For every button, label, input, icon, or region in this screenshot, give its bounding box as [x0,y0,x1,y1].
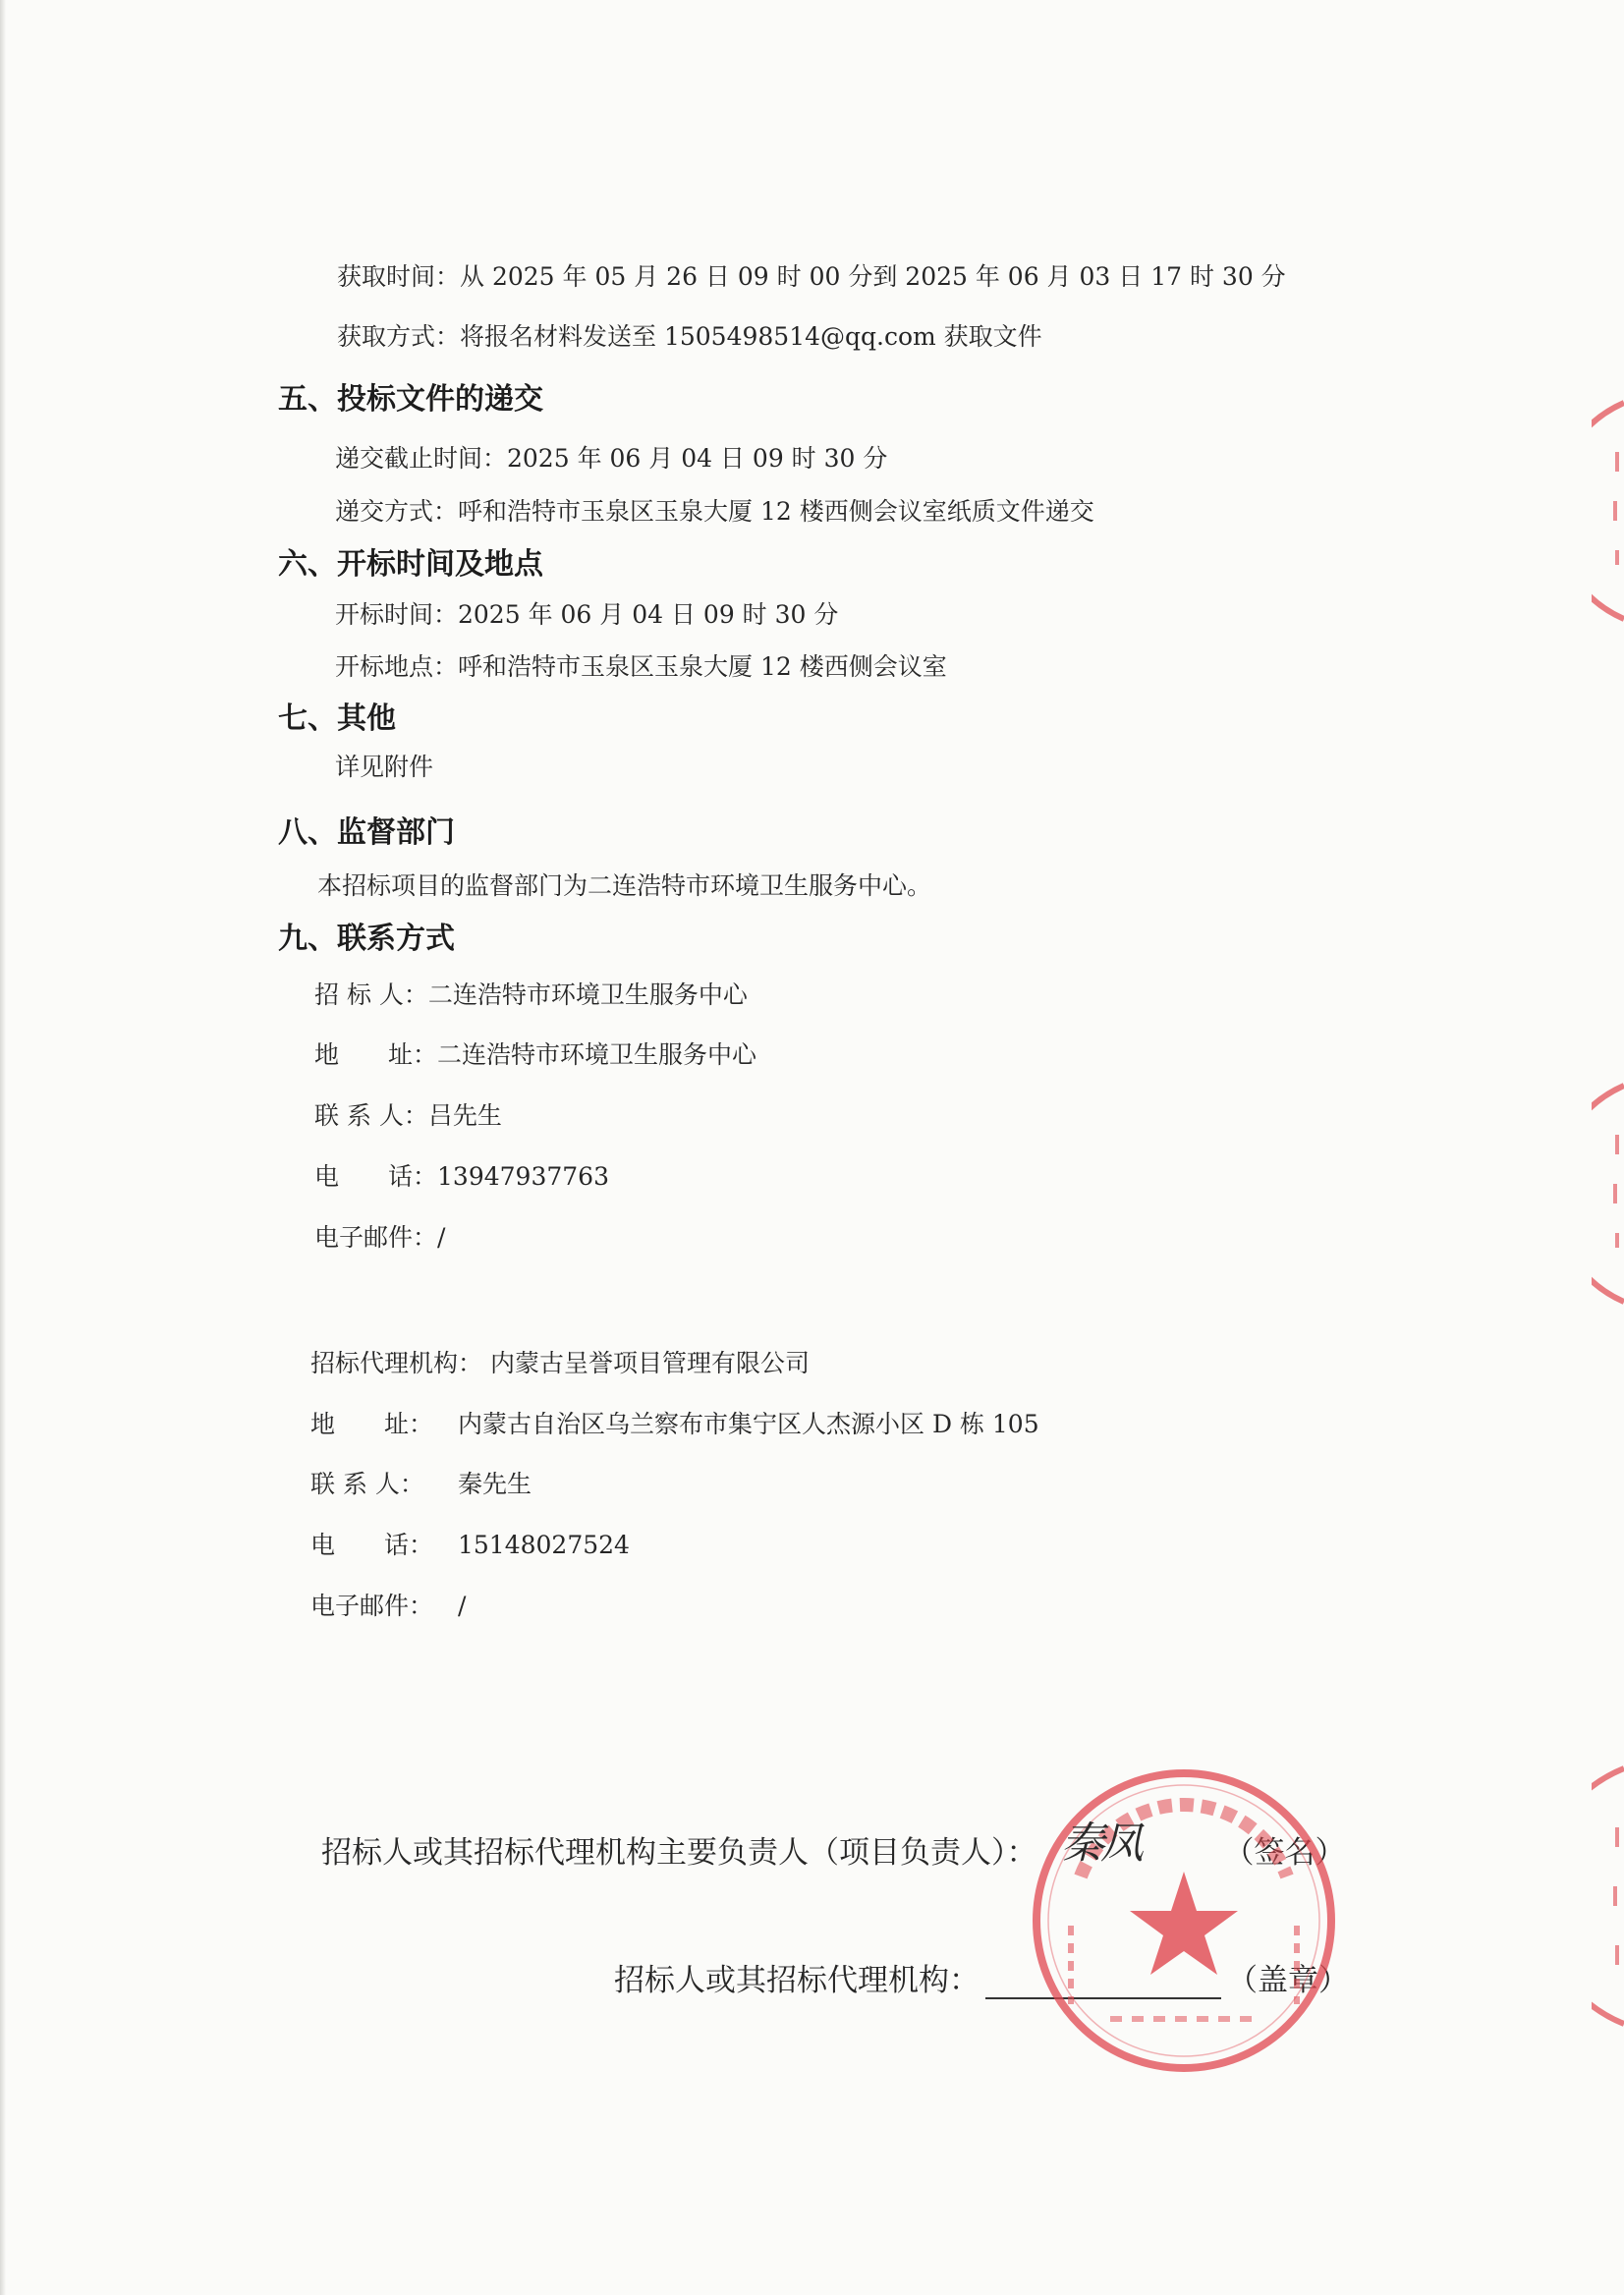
section-heading-opening: 六、开标时间及地点 [278,547,543,582]
contact-value: 13947937763 [437,1162,609,1191]
contact-value: / [458,1592,467,1620]
section-heading-supervision: 八、监督部门 [278,815,455,850]
contact-row [310,1587,466,1622]
section-heading-submission: 五、投标文件的递交 [278,382,543,417]
contact-label: 电子邮件： [310,1592,434,1620]
contact-value: 15148027524 [458,1531,630,1559]
contact-label: 招标代理机构： [310,1349,483,1377]
obtain-method: 获取方式：将报名材料发送至 1505498514@qq.com 获取文件 [337,322,1042,351]
contact-label: 招 标 人： [314,980,428,1009]
opening-time: 开标时间：2025 年 06 月 04 日 09 时 30 分 [335,600,839,629]
contact-label: 电子邮件： [314,1223,438,1252]
responsible-label: 招标人或其招标代理机构主要负责人（项目负责人）： [321,1835,1037,1871]
contact-value: 二连浩特市环境卫生服务中心 [427,980,748,1009]
contact-row [310,1465,532,1500]
supervision-text: 本招标项目的监督部门为二连浩特市环境卫生服务中心。 [317,871,932,900]
edge-seal-icon [1592,1759,1624,2034]
contact-row [314,1218,445,1254]
agency-label: 招标人或其招标代理机构： [614,1963,980,1998]
contact-label: 电 话： [310,1531,434,1559]
contact-row [314,1157,609,1193]
section-heading-other: 七、其他 [278,701,396,736]
edge-seal-icon [1592,393,1624,629]
contact-label: 地 址： [310,1410,434,1438]
seal-note: （盖章） [1227,1963,1349,1998]
contact-label: 地 址： [314,1040,438,1069]
contact-value: 内蒙古呈誉项目管理有限公司 [490,1349,811,1377]
obtain-time: 获取时间：从 2025 年 05 月 26 日 09 时 00 分到 2025 年 06 月 03 日 17 时 30 分 [337,262,1286,291]
contact-row [310,1405,1039,1440]
contact-value: 内蒙古自治区乌兰察布市集宁区人杰源小区 D 栋 105 [458,1410,1039,1438]
contact-row [310,1526,630,1561]
contact-row [314,976,748,1011]
sign-note: （签名） [1223,1835,1346,1871]
contact-row [314,1096,502,1132]
contact-value: / [437,1223,446,1252]
other-text: 详见附件 [335,753,434,781]
contact-value: 二连浩特市环境卫生服务中心 [437,1040,757,1069]
contact-row [310,1344,810,1379]
opening-place: 开标地点：呼和浩特市玉泉区玉泉大厦 12 楼西侧会议室 [335,652,947,681]
handwritten-signature: 秦凤 [1061,1819,1140,1869]
page-edge [0,0,6,2295]
contact-label: 联 系 人： [310,1470,424,1498]
submission-method: 递交方式：呼和浩特市玉泉区玉泉大厦 12 楼西侧会议室纸质文件递交 [335,497,1094,526]
section-heading-contact: 九、联系方式 [278,922,455,956]
contact-value: 秦先生 [458,1470,532,1498]
contact-label: 电 话： [314,1162,438,1191]
contact-label: 联 系 人： [314,1101,428,1130]
contact-row [314,1036,756,1071]
submission-deadline: 递交截止时间：2025 年 06 月 04 日 09 时 30 分 [335,444,888,473]
edge-seal-icon [1592,1076,1624,1312]
contact-value: 吕先生 [427,1101,502,1130]
